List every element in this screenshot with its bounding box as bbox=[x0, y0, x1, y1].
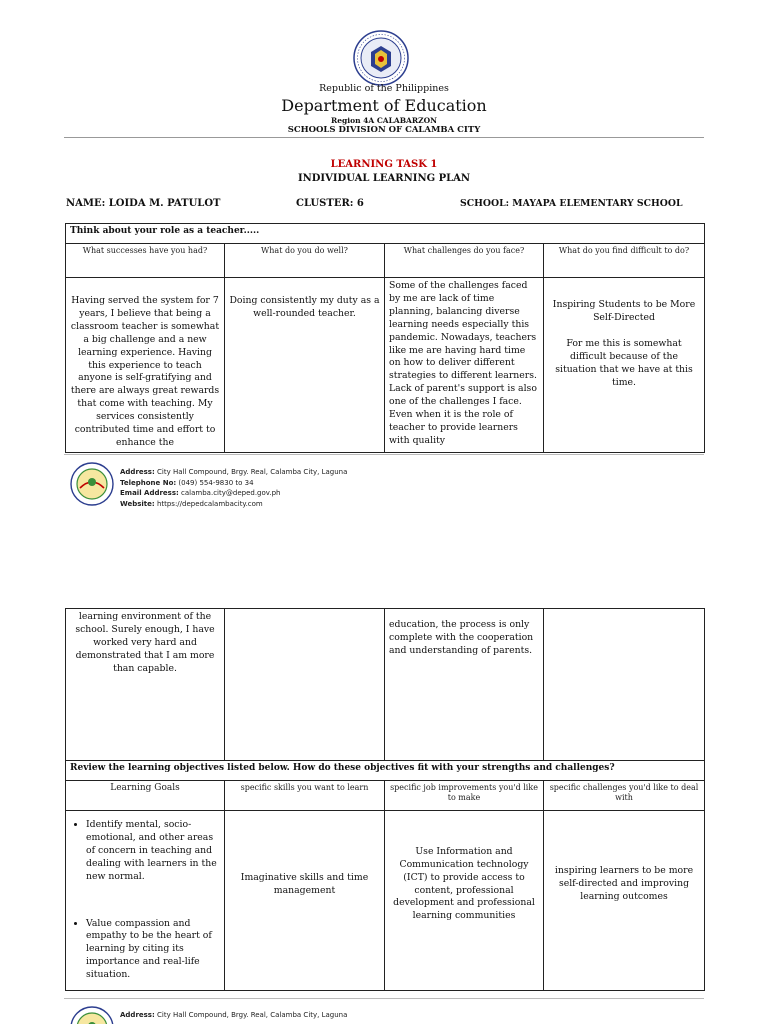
reflection-table-page1 bbox=[65, 223, 705, 453]
learning-goal-item: • Value compassion and empathy to be the heart of learning by citing its importance and real-life situation. bbox=[86, 918, 220, 983]
column-improvements: specific job improvements you'd like to make bbox=[385, 781, 544, 811]
division-logo-icon bbox=[70, 462, 114, 506]
answer-difficult-title: Inspiring Students to be More Self-Directed bbox=[552, 299, 696, 323]
cluster-field: CLUSTER: 6 bbox=[296, 198, 364, 209]
question-successes: What successes have you had? bbox=[66, 244, 225, 278]
question-difficult: What do you find difficult to do? bbox=[544, 244, 705, 278]
learning-goals-cell bbox=[66, 811, 225, 991]
email-label: Email Address: bbox=[120, 489, 179, 497]
name-field: NAME: LOIDA M. PATULOT bbox=[66, 198, 221, 209]
school-field: SCHOOL: MAYAPA ELEMENTARY SCHOOL bbox=[460, 198, 683, 209]
footer-contact-page1 bbox=[120, 467, 347, 509]
email-link[interactable]: calamba.city@deped.gov.ph bbox=[181, 489, 281, 497]
column-skills: specific skills you want to learn bbox=[225, 781, 385, 811]
section1-heading: Think about your role as a teacher..... bbox=[66, 224, 705, 244]
answer-challenges: Some of the challenges faced by me are lack of time planning, balancing diverse learning needs especially this pandemic. Nowadays, teachers like me are having hard time on how to deliver different strategies to different learners. Lack of parent's support is also one of the challenges I face. Even when it is the role of teacher to provide learners with quality bbox=[385, 278, 544, 453]
answer-difficult-cont bbox=[544, 609, 705, 761]
reflection-table-page2 bbox=[65, 608, 705, 991]
task-subtitle: INDIVIDUAL LEARNING PLAN bbox=[297, 173, 471, 184]
learning-goal-item: • Identify mental, socio-emotional, and other areas of concern in teaching and dealing with learners in the new normal. bbox=[86, 819, 220, 884]
skills-answer: Imaginative skills and time management bbox=[225, 811, 385, 991]
answer-difficult bbox=[544, 278, 705, 453]
department-title: Department of Education bbox=[281, 96, 487, 115]
footer-divider-page2 bbox=[64, 998, 704, 999]
improvements-answer: Use Information and Communication technology (ICT) to provide access to content, professional development and professional learning communities bbox=[385, 811, 544, 991]
website-label: Website: bbox=[120, 499, 155, 508]
region-text: Region 4A CALABARZON bbox=[331, 116, 437, 125]
column-learning-goals: Learning Goals bbox=[66, 781, 225, 811]
address-label: Address: bbox=[120, 468, 155, 476]
question-challenges: What challenges do you face? bbox=[385, 244, 544, 278]
answer-do-well-cont bbox=[225, 609, 385, 761]
section2-heading: Review the learning objectives listed below. How do these objectives fit with your strengths and challenges? bbox=[66, 761, 705, 781]
phone-label: Telephone No: bbox=[120, 478, 177, 487]
republic-text: Republic of the Philippines bbox=[319, 83, 449, 94]
learning-goals-list bbox=[70, 819, 220, 982]
deped-seal-icon bbox=[353, 30, 409, 86]
question-do-well: What do you do well? bbox=[225, 244, 385, 278]
address-value: City Hall Compound, Brgy. Real, Calamba City, Laguna bbox=[157, 468, 348, 476]
column-challenges: specific challenges you'd like to deal with bbox=[544, 781, 705, 811]
division-logo-icon bbox=[70, 1006, 114, 1024]
address-value: City Hall Compound, Brgy. Real, Calamba City, Laguna bbox=[157, 1011, 348, 1019]
phone-value: (049) 554-9830 to 34 bbox=[178, 478, 254, 487]
website-link[interactable]: https://depedcalambacity.com bbox=[156, 499, 263, 508]
answer-successes-cont: learning environment of the school. Surely enough, I have worked very hard and demonstrated that I am more than capable. bbox=[66, 609, 225, 761]
challenges-answer: inspiring learners to be more self-directed and improving learning outcomes bbox=[544, 811, 705, 991]
answer-challenges-cont: education, the process is only complete with the cooperation and understanding of parents. bbox=[385, 609, 544, 761]
answer-successes: Having served the system for 7 years, I believe that being a classroom teacher is somewhat a big challenge and a new learning experience. Having this experience to teach anyone is self-gratifying and there are always great rewards that come with teaching. My services consistently contributed time and effort to enhance the bbox=[66, 278, 225, 453]
header-divider bbox=[64, 137, 704, 138]
answer-do-well: Doing consistently my duty as a well-rounded teacher. bbox=[225, 278, 385, 453]
footer-divider-page1 bbox=[64, 454, 704, 455]
division-text: SCHOOLS DIVISION OF CALAMBA CITY bbox=[287, 125, 481, 135]
answer-difficult-reason: For me this is somewhat difficult because of the situation that we have at this time. bbox=[555, 337, 693, 388]
address-label: Address: bbox=[120, 1011, 155, 1019]
footer-contact-page2 bbox=[120, 1010, 347, 1024]
task-title: LEARNING TASK 1 bbox=[330, 159, 438, 170]
